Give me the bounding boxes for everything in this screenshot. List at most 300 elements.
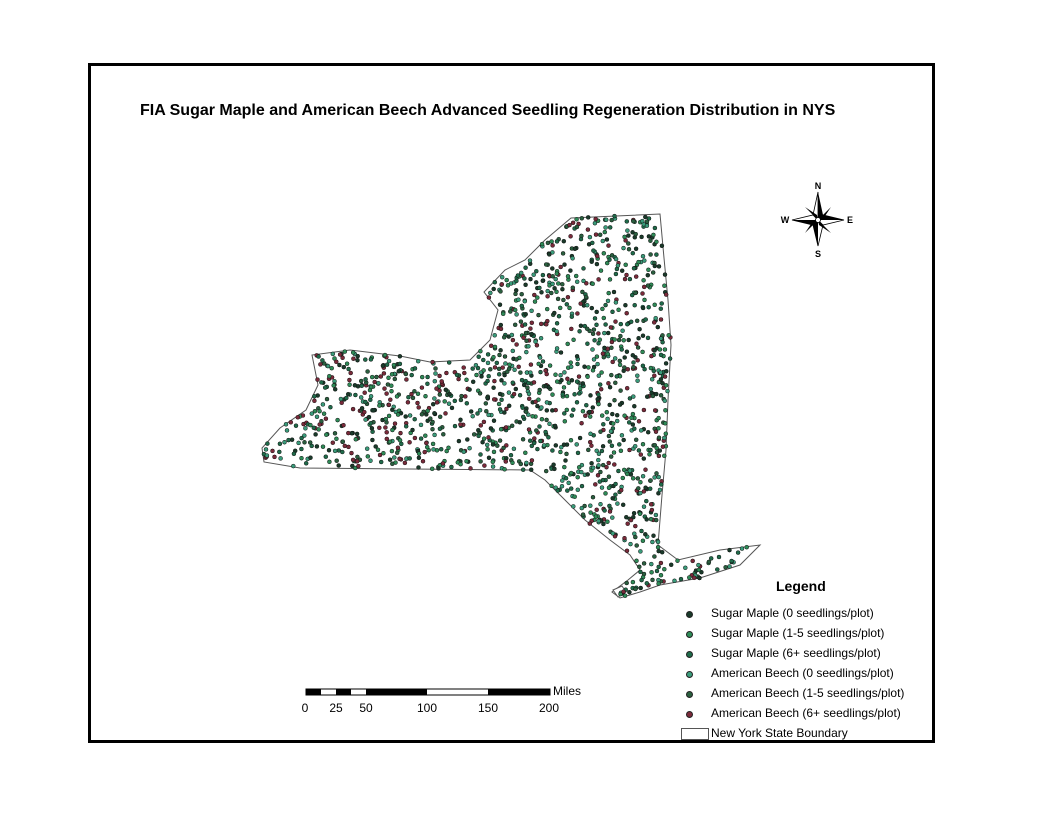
plot-point: [500, 282, 504, 286]
plot-point: [611, 310, 615, 314]
plot-point: [522, 336, 526, 340]
plot-point: [628, 469, 632, 473]
plot-point: [631, 219, 635, 223]
plot-point: [471, 414, 475, 418]
plot-point: [514, 279, 518, 283]
plot-point: [487, 456, 491, 460]
plot-point: [292, 452, 296, 456]
plot-point: [642, 408, 646, 412]
north-arrow-compass-icon: [781, 181, 853, 259]
plot-point: [553, 424, 557, 428]
plot-point: [596, 397, 600, 401]
plot-point: [366, 370, 370, 374]
plot-point: [591, 368, 595, 372]
plot-point: [396, 413, 400, 417]
plot-point: [586, 215, 590, 219]
plot-point: [530, 309, 534, 313]
plot-point: [327, 460, 331, 464]
plot-point: [657, 416, 661, 420]
plot-point: [481, 358, 485, 362]
plot-point: [662, 284, 666, 288]
plot-point: [541, 273, 545, 277]
plot-point: [474, 363, 478, 367]
legend-label: New York State Boundary: [711, 726, 848, 740]
plot-point: [534, 280, 538, 284]
plot-point: [343, 444, 347, 448]
plot-point: [363, 391, 367, 395]
plot-point: [399, 442, 403, 446]
plot-point: [453, 424, 457, 428]
plot-point: [579, 237, 583, 241]
plot-point: [636, 486, 640, 490]
plot-point: [658, 348, 662, 352]
plot-point: [642, 278, 646, 282]
plot-point: [431, 402, 435, 406]
plot-point: [385, 437, 389, 441]
plot-point: [492, 419, 496, 423]
plot-point: [657, 454, 661, 458]
plot-point: [369, 357, 373, 361]
plot-point: [556, 489, 560, 493]
plot-point: [479, 459, 483, 463]
plot-point: [654, 253, 658, 257]
plot-point: [519, 271, 523, 275]
plot-point: [524, 266, 528, 270]
plot-point: [657, 426, 661, 430]
plot-point: [696, 563, 700, 567]
plot-point: [432, 397, 436, 401]
plot-point: [321, 402, 325, 406]
plot-point: [619, 322, 623, 326]
plot-point: [395, 451, 399, 455]
plot-point: [364, 377, 368, 381]
plot-point: [397, 369, 401, 373]
plot-point: [529, 363, 533, 367]
plot-point: [614, 482, 618, 486]
plot-point: [589, 393, 593, 397]
plot-point: [608, 225, 612, 229]
plot-point: [537, 286, 541, 290]
plot-point: [492, 450, 496, 454]
plot-point: [600, 414, 604, 418]
plot-point: [444, 371, 448, 375]
plot-point: [315, 444, 319, 448]
plot-point: [552, 463, 556, 467]
plot-point: [297, 441, 301, 445]
plot-point: [631, 476, 635, 480]
plot-point: [312, 399, 316, 403]
plot-point: [647, 234, 651, 238]
plot-point: [462, 450, 466, 454]
plot-point: [526, 381, 530, 385]
plot-point: [565, 452, 569, 456]
plot-point: [564, 476, 568, 480]
plot-point: [649, 479, 653, 483]
plot-point: [411, 396, 415, 400]
plot-point: [632, 266, 636, 270]
plot-point: [528, 371, 532, 375]
plot-point: [651, 233, 655, 237]
plot-point: [561, 392, 565, 396]
plot-point: [624, 263, 628, 267]
plot-point: [614, 257, 618, 261]
plot-point: [638, 480, 642, 484]
plot-point: [618, 334, 622, 338]
legend-title: Legend: [776, 578, 826, 594]
plot-point: [312, 426, 316, 430]
plot-point: [631, 423, 635, 427]
plot-point: [515, 312, 519, 316]
plot-point: [659, 318, 663, 322]
plot-point: [577, 375, 581, 379]
plot-point: [555, 380, 559, 384]
plot-point: [392, 456, 396, 460]
plot-point: [585, 327, 589, 331]
plot-point: [465, 378, 469, 382]
plot-point: [382, 371, 386, 375]
plot-point: [542, 443, 546, 447]
plot-point: [563, 419, 567, 423]
plot-point: [578, 387, 582, 391]
plot-point: [635, 374, 639, 378]
plot-point: [629, 472, 633, 476]
plot-point: [327, 448, 331, 452]
plot-point: [383, 353, 387, 357]
plot-point: [597, 463, 601, 467]
plot-point: [724, 565, 728, 569]
plot-point: [479, 453, 483, 457]
plot-point: [351, 458, 355, 462]
plot-point: [627, 590, 631, 594]
plot-point: [664, 293, 668, 297]
plot-point: [413, 436, 417, 440]
plot-point: [638, 327, 642, 331]
plot-point: [599, 502, 603, 506]
plot-point: [444, 411, 448, 415]
plot-point: [333, 387, 337, 391]
plot-point: [642, 457, 646, 461]
plot-point: [617, 442, 621, 446]
plot-point: [595, 310, 599, 314]
plot-point: [590, 260, 594, 264]
plot-point: [560, 479, 564, 483]
plot-point: [612, 463, 616, 467]
plot-point: [636, 476, 640, 480]
plot-point: [393, 422, 397, 426]
plot-point: [544, 263, 548, 267]
plot-point: [580, 421, 584, 425]
plot-point: [349, 371, 353, 375]
plot-point: [425, 382, 429, 386]
plot-point: [468, 388, 472, 392]
plot-point: [631, 365, 635, 369]
plot-point: [560, 282, 564, 286]
plot-point: [607, 244, 611, 248]
plot-point: [653, 348, 657, 352]
plot-point: [638, 570, 642, 574]
plot-point: [631, 395, 635, 399]
plot-point: [591, 282, 595, 286]
plot-point: [643, 298, 647, 302]
plot-point: [568, 269, 572, 273]
plot-point: [406, 400, 410, 404]
plot-point: [406, 395, 410, 399]
plot-point: [491, 465, 495, 469]
plot-point: [411, 428, 415, 432]
plot-point: [488, 367, 492, 371]
plot-point: [589, 511, 593, 515]
plot-point: [410, 373, 414, 377]
plot-point: [369, 459, 373, 463]
plot-point: [653, 264, 657, 268]
plot-point: [294, 424, 298, 428]
plot-point: [544, 469, 548, 473]
plot-point: [597, 277, 601, 281]
plot-point: [395, 394, 399, 398]
plot-point: [447, 446, 451, 450]
plot-point: [639, 586, 643, 590]
plot-point: [521, 437, 525, 441]
plot-point: [514, 288, 518, 292]
plot-point: [511, 381, 515, 385]
plot-point: [518, 371, 522, 375]
plot-point: [520, 292, 524, 296]
plot-point: [498, 392, 502, 396]
plot-point: [641, 539, 645, 543]
plot-point: [577, 465, 581, 469]
legend-label: Sugar Maple (6+ seedlings/plot): [711, 646, 881, 660]
plot-point: [379, 460, 383, 464]
plot-point: [507, 367, 511, 371]
plot-point: [508, 363, 512, 367]
plot-point: [359, 395, 363, 399]
plot-point: [472, 432, 476, 436]
plot-point: [573, 247, 577, 251]
plot-point: [419, 423, 423, 427]
compass-n-label: N: [814, 181, 822, 191]
plot-point: [615, 267, 619, 271]
plot-point: [588, 440, 592, 444]
plot-point: [691, 559, 695, 563]
plot-point: [650, 508, 654, 512]
plot-point: [360, 406, 364, 410]
plot-point: [590, 306, 594, 310]
plot-point: [388, 398, 392, 402]
plot-point: [611, 496, 615, 500]
plot-point: [606, 299, 610, 303]
plot-point: [408, 456, 412, 460]
plot-point: [641, 350, 645, 354]
plot-point: [498, 303, 502, 307]
plot-point: [468, 446, 472, 450]
scale-tick-150: 150: [477, 701, 499, 715]
plot-point: [545, 418, 549, 422]
plot-point: [285, 428, 289, 432]
plot-point: [426, 375, 430, 379]
plot-point: [663, 421, 667, 425]
plot-point: [525, 386, 529, 390]
plot-point: [327, 374, 331, 378]
plot-point: [420, 375, 424, 379]
plot-point: [649, 562, 653, 566]
compass-w-label: W: [780, 215, 790, 225]
plot-point: [424, 394, 428, 398]
plot-point: [283, 440, 287, 444]
plot-point: [622, 438, 626, 442]
plot-point: [450, 406, 454, 410]
plot-point: [646, 430, 650, 434]
plot-point: [387, 376, 391, 380]
plot-point: [447, 402, 451, 406]
plot-point: [523, 451, 527, 455]
plot-point: [617, 308, 621, 312]
plot-point: [641, 364, 645, 368]
plot-point: [560, 378, 564, 382]
plot-point: [433, 433, 437, 437]
plot-point: [495, 361, 499, 365]
plot-point: [654, 513, 658, 517]
plot-point: [608, 258, 612, 262]
plot-point: [620, 433, 624, 437]
plot-point: [606, 352, 610, 356]
plot-point: [591, 249, 595, 253]
plot-point: [523, 299, 527, 303]
plot-point: [425, 445, 429, 449]
plot-point: [643, 215, 647, 219]
plot-point: [603, 230, 607, 234]
plot-point: [431, 442, 435, 446]
plot-point: [366, 454, 370, 458]
plot-point: [580, 216, 584, 220]
plot-point: [562, 465, 566, 469]
plot-point: [605, 465, 609, 469]
plot-point: [486, 361, 490, 365]
plot-point: [591, 406, 595, 410]
plot-point: [433, 379, 437, 383]
plot-point: [504, 425, 508, 429]
plot-point: [569, 327, 573, 331]
plot-point: [346, 431, 350, 435]
plot-point: [616, 469, 620, 473]
plot-point: [641, 334, 645, 338]
plot-point: [335, 459, 339, 463]
plot-point: [608, 277, 612, 281]
plot-point: [265, 454, 269, 458]
plot-point: [390, 449, 394, 453]
plot-point: [351, 351, 355, 355]
plot-point: [715, 568, 719, 572]
plot-point: [609, 346, 613, 350]
plot-point: [376, 381, 380, 385]
plot-point: [441, 432, 445, 436]
plot-point: [476, 412, 480, 416]
plot-point: [524, 350, 528, 354]
plot-point: [561, 298, 565, 302]
plot-point: [581, 409, 585, 413]
plot-point: [568, 306, 572, 310]
plot-point: [550, 267, 554, 271]
plot-point: [625, 311, 629, 315]
plot-point: [529, 277, 533, 281]
plot-point: [321, 445, 325, 449]
plot-point: [609, 455, 613, 459]
plot-point: [635, 559, 639, 563]
plot-point: [740, 547, 744, 551]
plot-point: [517, 365, 521, 369]
plot-point: [453, 399, 457, 403]
plot-point: [393, 377, 397, 381]
plot-point: [369, 394, 373, 398]
plot-point: [595, 254, 599, 258]
plot-point: [625, 581, 629, 585]
plot-point: [578, 329, 582, 333]
plot-point: [659, 483, 663, 487]
plot-point: [692, 576, 696, 580]
plot-point: [633, 587, 637, 591]
plot-point: [579, 470, 583, 474]
legend-symbol: [686, 651, 693, 658]
plot-point: [299, 447, 303, 451]
plot-point: [596, 393, 600, 397]
plot-point: [634, 275, 638, 279]
plot-point: [385, 430, 389, 434]
plot-point: [575, 312, 579, 316]
plot-point: [355, 432, 359, 436]
plot-point: [657, 264, 661, 268]
plot-point: [594, 233, 598, 237]
plot-point: [609, 325, 613, 329]
plot-point: [493, 280, 497, 284]
plot-point: [641, 254, 645, 258]
plot-point: [596, 332, 600, 336]
plot-point: [534, 269, 538, 273]
plot-point: [459, 398, 463, 402]
plot-point: [404, 415, 408, 419]
plot-point: [540, 290, 544, 294]
plot-point: [278, 442, 282, 446]
plot-point: [576, 451, 580, 455]
plot-point: [551, 393, 555, 397]
plot-point: [607, 486, 611, 490]
plot-point: [492, 397, 496, 401]
legend-symbol: [686, 671, 693, 678]
plot-point: [388, 458, 392, 462]
plot-point: [421, 459, 425, 463]
plot-point: [556, 297, 560, 301]
plot-point: [606, 381, 610, 385]
plot-point: [631, 251, 635, 255]
plot-point: [649, 502, 653, 506]
plot-point: [551, 274, 555, 278]
plot-point: [398, 362, 402, 366]
plot-point: [575, 380, 579, 384]
plot-point: [486, 447, 490, 451]
plot-point: [328, 405, 332, 409]
plot-point: [387, 359, 391, 363]
plot-point: [745, 545, 749, 549]
plot-point: [375, 375, 379, 379]
plot-point: [562, 370, 566, 374]
plot-point: [562, 385, 566, 389]
plot-point: [631, 353, 635, 357]
plot-point: [654, 518, 658, 522]
plot-point: [497, 372, 501, 376]
plot-point: [736, 551, 740, 555]
plot-point: [549, 291, 553, 295]
plot-point: [639, 428, 643, 432]
plot-point: [728, 565, 732, 569]
plot-point: [535, 447, 539, 451]
